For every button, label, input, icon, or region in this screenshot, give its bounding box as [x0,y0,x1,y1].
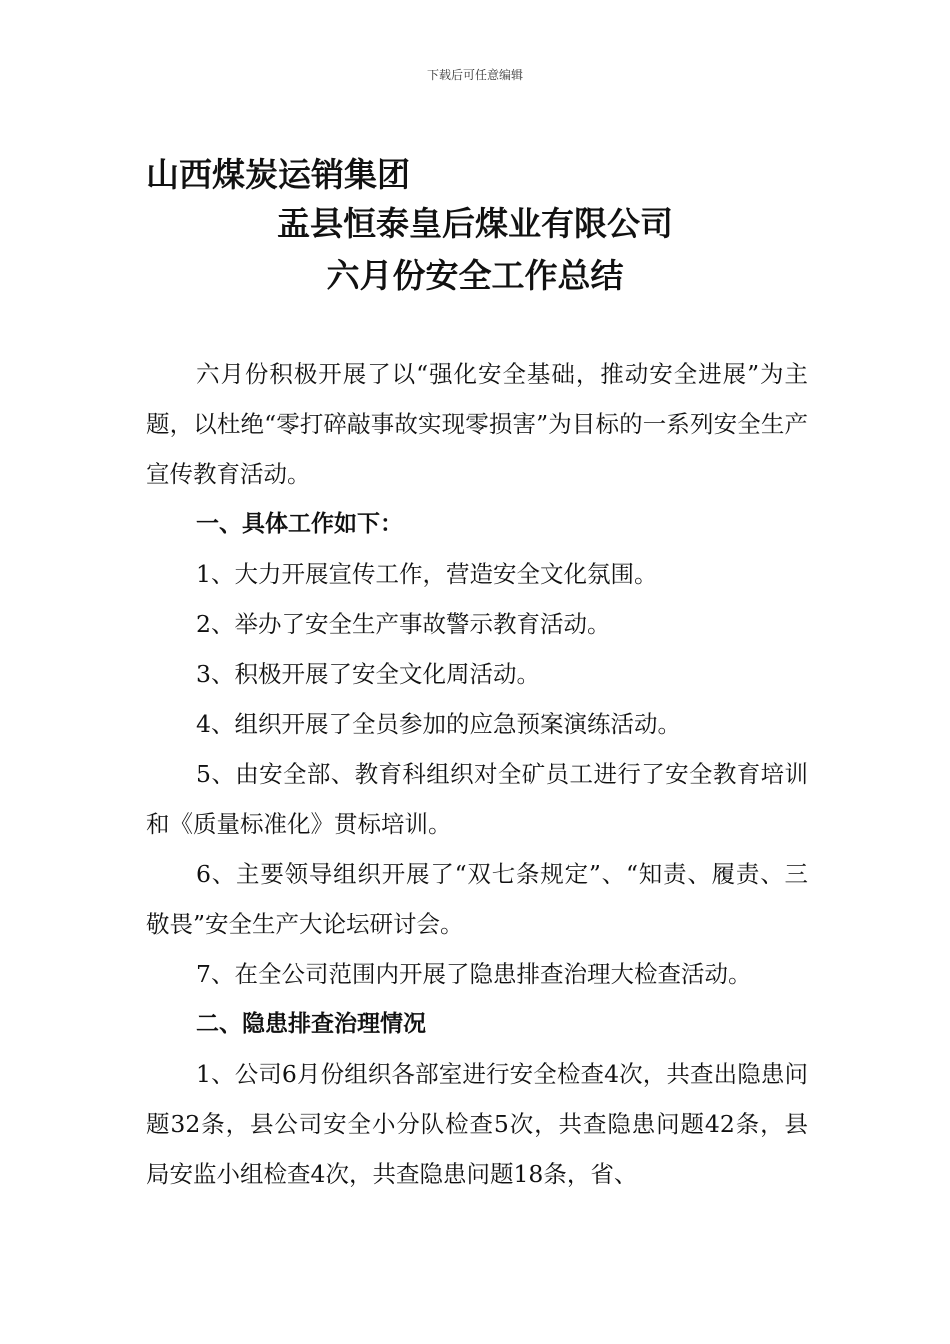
intro-paragraph: 六月份积极开展了以“强化安全基础，推动安全进展”为主题，以杜绝“零打碎敲事故实现零损害”为目标的一系列安全生产宣传教育活动。 [146,360,808,488]
section1-item-2: 2、举办了安全生产事故警示教育活动。 [196,610,611,638]
section2-item-1: 1、公司6月份组织各部室进行安全检查4次，共查出隐患问题32条，县公司安全小分队检查5次，共查隐患问题42条，县局安监小组检查4次，共查隐患问题18条，省、 [146,1060,808,1188]
title-company-name: 盂县恒泰皇后煤业有限公司 [277,204,673,243]
title-group-name: 山西煤炭运销集团 [146,155,410,194]
section1-item-7: 7、在全公司范围内开展了隐患排查治理大检查活动。 [196,960,752,988]
section1-item-6: 6、主要领导组织开展了“双七条规定”、“知责、履责、三敬畏”安全生产大论坛研讨会。 [146,860,808,938]
document-body [146,349,808,1199]
section1-item-5: 5、由安全部、教育科组织对全矿员工进行了安全教育培训和《质量标准化》贯标培训。 [146,760,808,838]
section2-heading: 二、隐患排查治理情况 [196,1011,426,1037]
section1-item-1: 1、大力开展宣传工作，营造安全文化氛围。 [196,560,658,588]
section1-heading: 一、具体工作如下： [196,511,403,537]
section1-item-4: 4、组织开展了全员参加的应急预案演练活动。 [196,710,681,738]
title-report-name: 六月份安全工作总结 [326,256,624,295]
section1-item-3: 3、积极开展了安全文化周活动。 [196,660,540,688]
header-note: 下载后可任意编辑 [426,68,523,82]
